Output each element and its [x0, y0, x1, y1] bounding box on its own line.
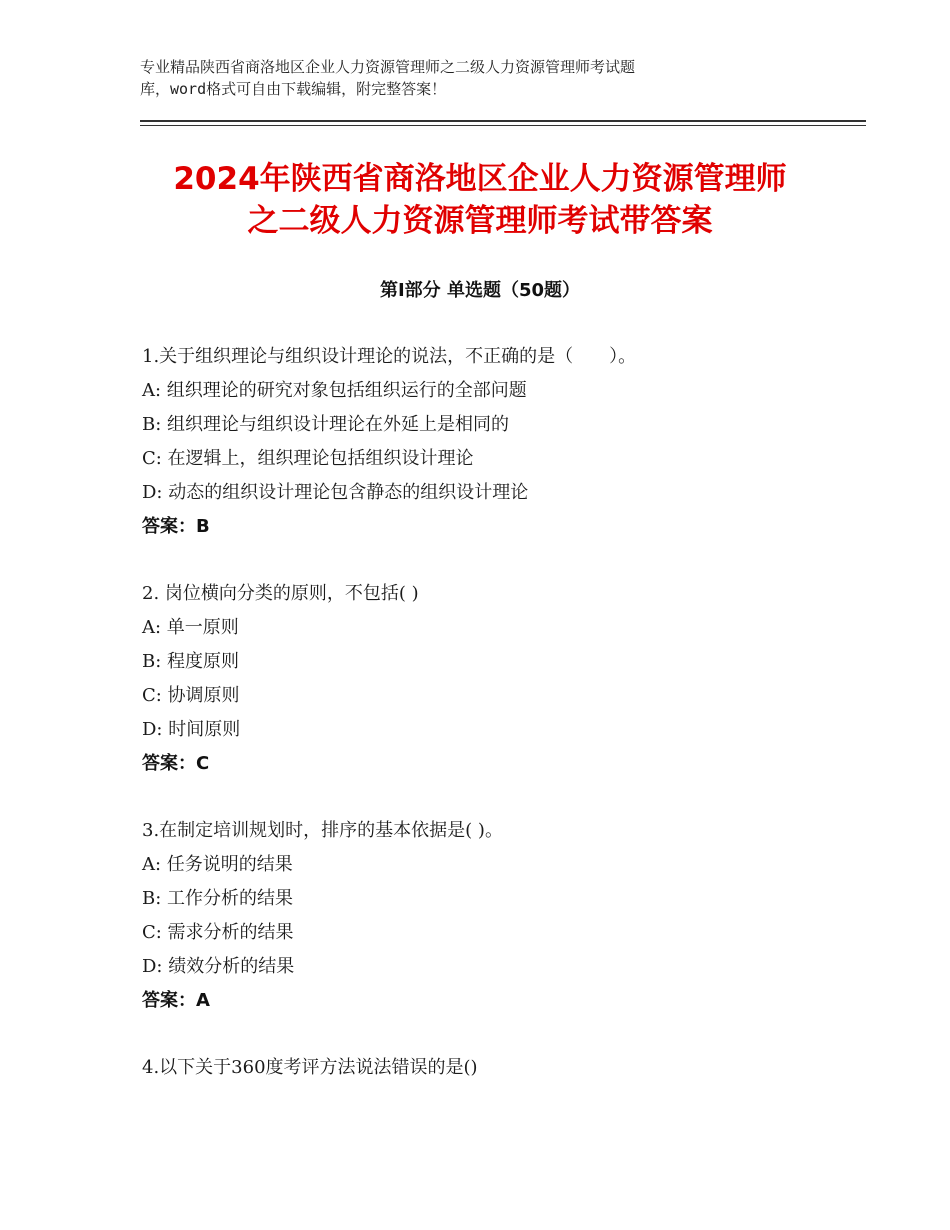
- question-2: [142, 577, 842, 781]
- question-3: [142, 814, 842, 1018]
- document-title: [80, 158, 880, 242]
- option-b: B: 组织理论与组织设计理论在外延上是相同的: [142, 414, 510, 435]
- header-divider-thin: [140, 125, 866, 126]
- document-title-line-1: 2024年陕西省商洛地区企业人力资源管理师: [173, 161, 787, 197]
- option-c: C: 在逻辑上，组织理论包括组织设计理论: [142, 448, 474, 469]
- header-note-line-1: 专业精品陕西省商洛地区企业人力资源管理师之二级人力资源管理师考试题: [140, 58, 636, 76]
- question-4: [142, 1051, 842, 1085]
- question-stem: 3.在制定培训规划时，排序的基本依据是( )。: [142, 820, 503, 841]
- option-d: D: 绩效分析的结果: [142, 956, 295, 977]
- section-heading: 第Ⅰ部分 单选题（50题）: [379, 280, 580, 301]
- answer: 答案：B: [142, 516, 210, 537]
- option-a: A: 单一原则: [142, 617, 239, 638]
- option-a: A: 组织理论的研究对象包括组织运行的全部问题: [142, 380, 527, 401]
- option-d: D: 时间原则: [142, 719, 241, 740]
- answer: 答案：A: [142, 990, 210, 1011]
- header-divider-thick: [140, 120, 866, 122]
- question-1: [142, 340, 842, 544]
- header-note-line-2: 库，word格式可自由下载编辑，附完整答案！: [140, 80, 447, 98]
- option-c: C: 需求分析的结果: [142, 922, 294, 943]
- question-stem: 1.关于组织理论与组织设计理论的说法，不正确的是（ ）。: [142, 346, 637, 367]
- option-a: A: 任务说明的结果: [142, 854, 293, 875]
- answer: 答案：C: [142, 753, 210, 774]
- question-stem: 4.以下关于360度考评方法说法错误的是(): [142, 1057, 478, 1078]
- question-list: [142, 340, 842, 1118]
- question-stem: 2. 岗位横向分类的原则，不包括( ): [142, 583, 419, 604]
- option-c: C: 协调原则: [142, 685, 240, 706]
- header-note: [140, 56, 800, 100]
- option-b: B: 程度原则: [142, 651, 240, 672]
- option-b: B: 工作分析的结果: [142, 888, 294, 909]
- document-title-line-2: 之二级人力资源管理师考试带答案: [247, 203, 713, 239]
- option-d: D: 动态的组织设计理论包含静态的组织设计理论: [142, 482, 529, 503]
